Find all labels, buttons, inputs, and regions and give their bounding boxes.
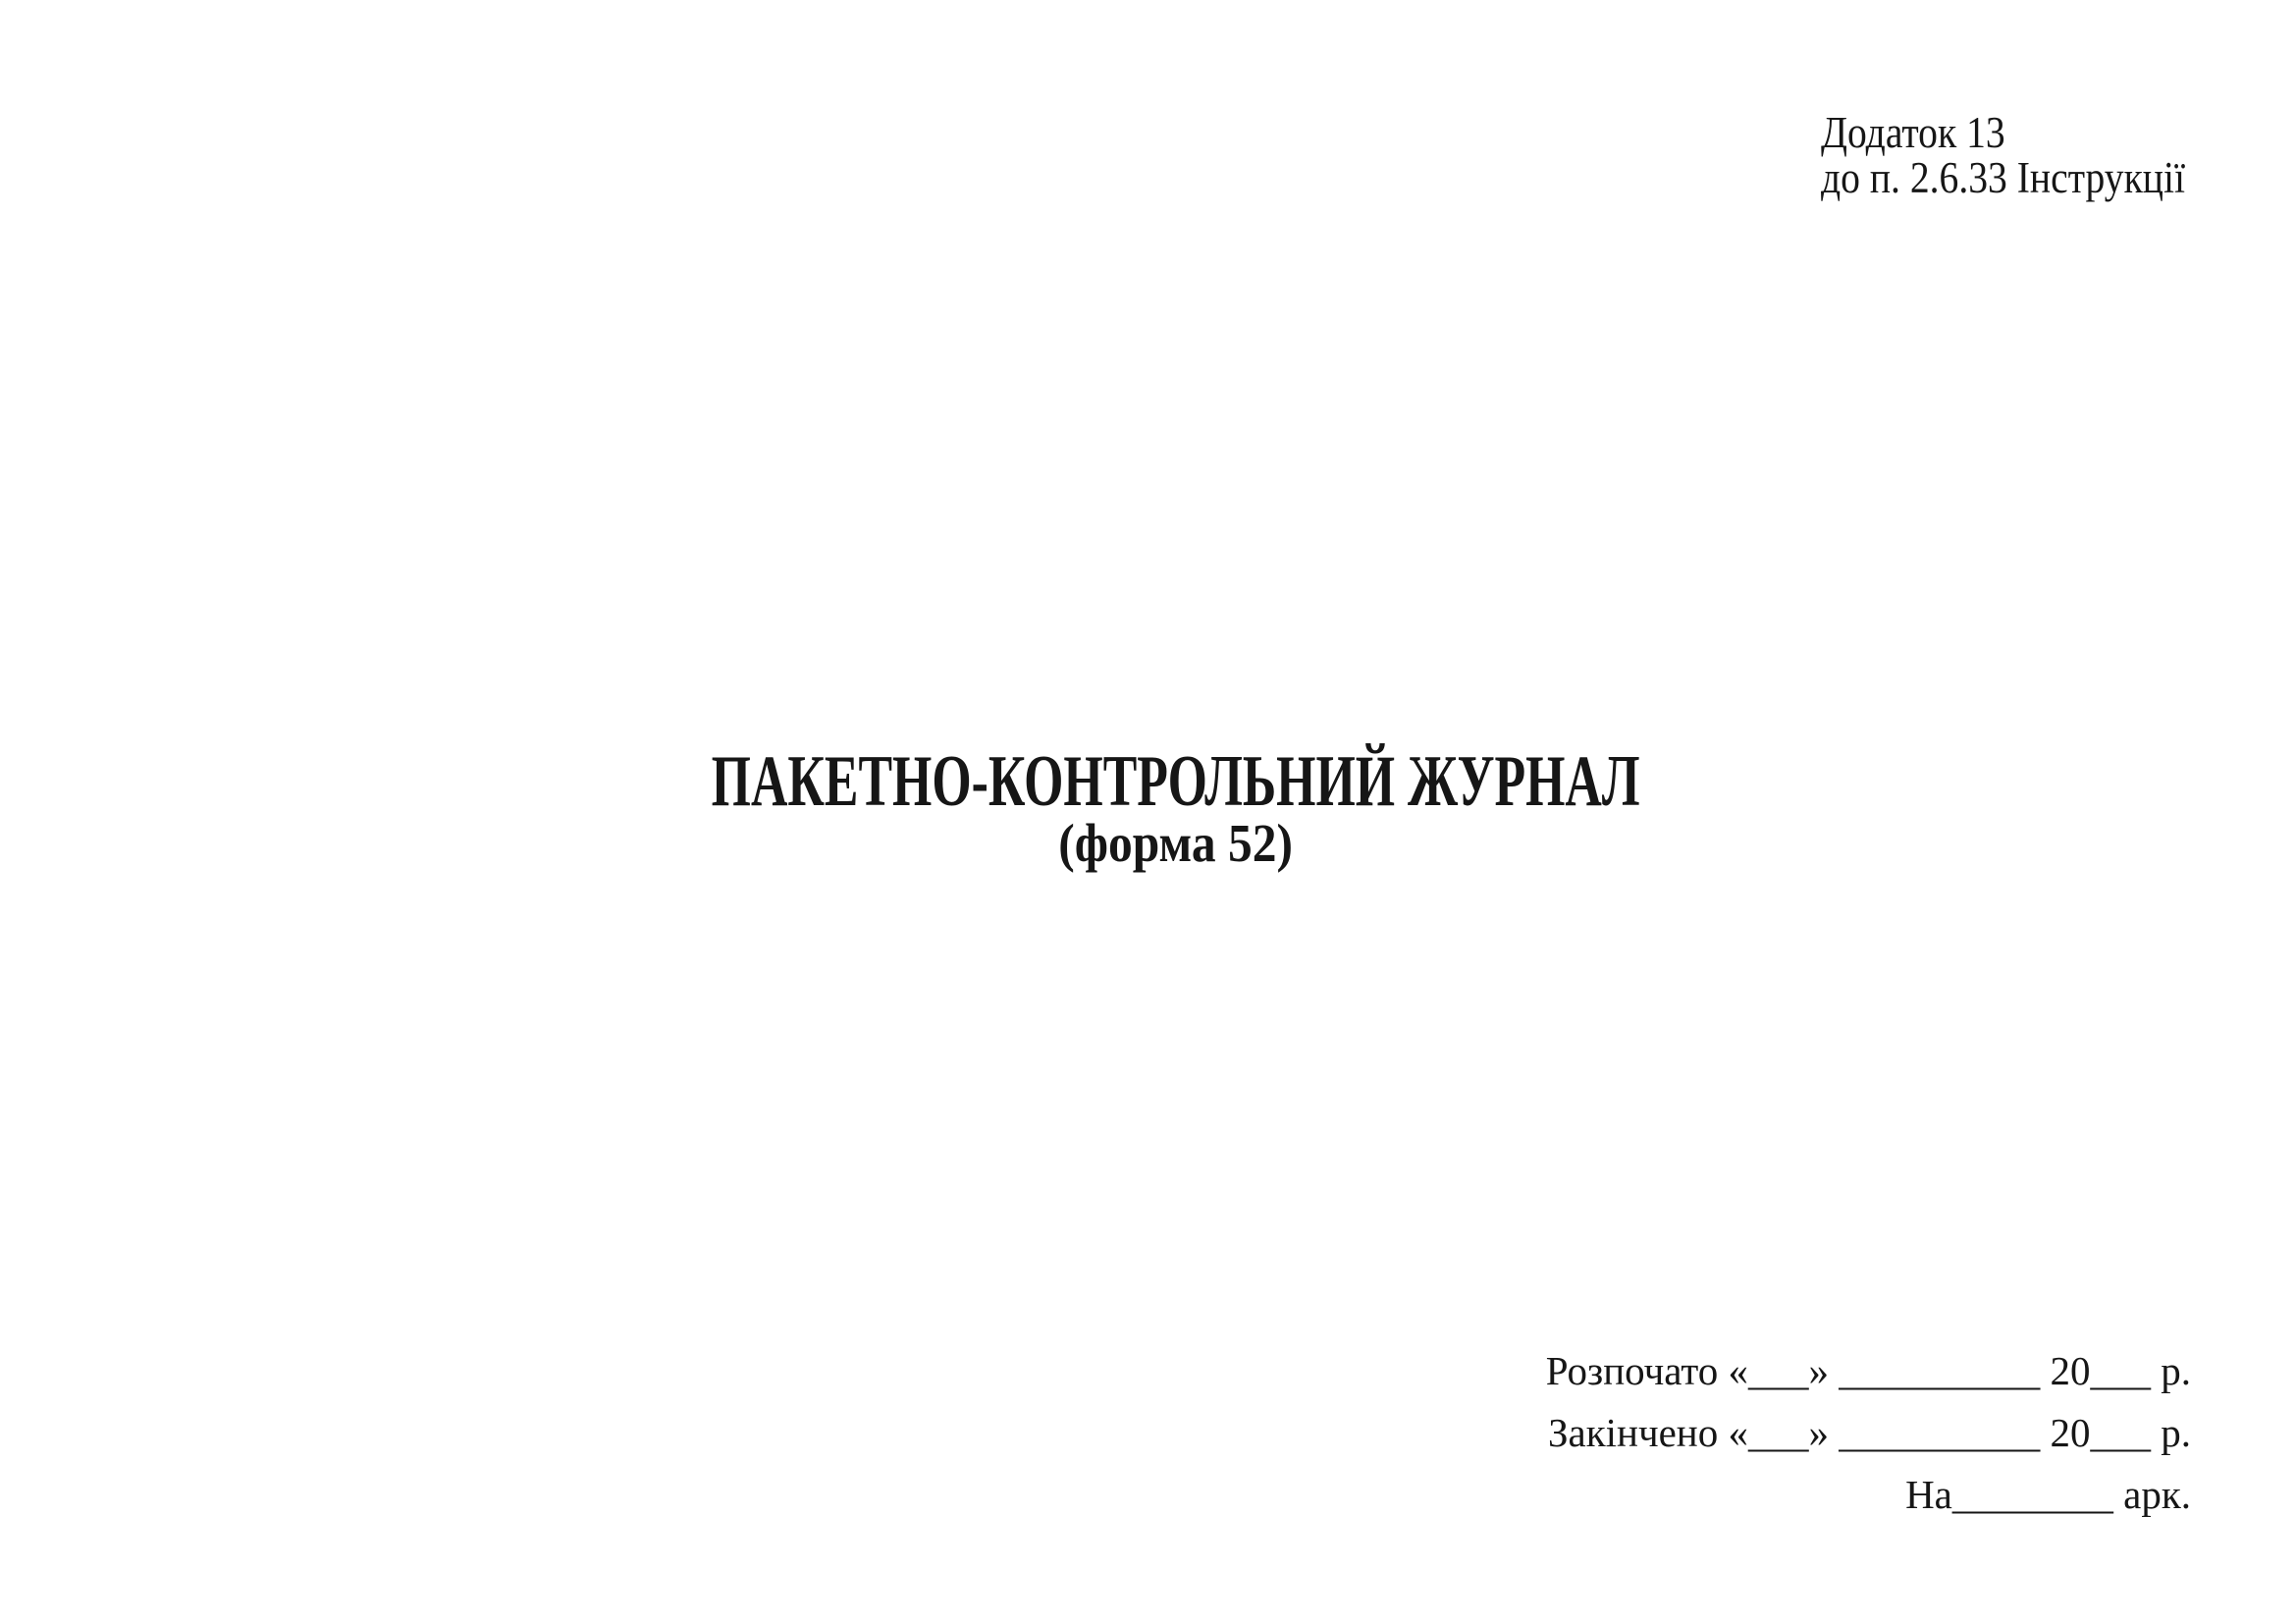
journal-form-subtitle-row (0, 813, 2296, 873)
appendix-note-line2: до п. 2.6.33 Інструкції (1821, 153, 2186, 202)
finished-line: Закінчено «___» __________ 20___ р. (1548, 1410, 2191, 1455)
journal-title-row (0, 741, 2296, 822)
journal-title: ПАКЕТНО-КОНТРОЛЬНИЙ ЖУРНАЛ (711, 741, 1640, 822)
appendix-note (1821, 110, 2185, 200)
journal-form-subtitle: (форма 52) (1058, 813, 1293, 873)
started-line: Розпочато «___» __________ 20___ р. (1545, 1348, 2191, 1393)
journal-dates-block (1546, 1340, 2191, 1526)
appendix-note-line1: Додаток 13 (1821, 108, 2005, 157)
sheets-line: На________ арк. (1905, 1472, 2191, 1517)
